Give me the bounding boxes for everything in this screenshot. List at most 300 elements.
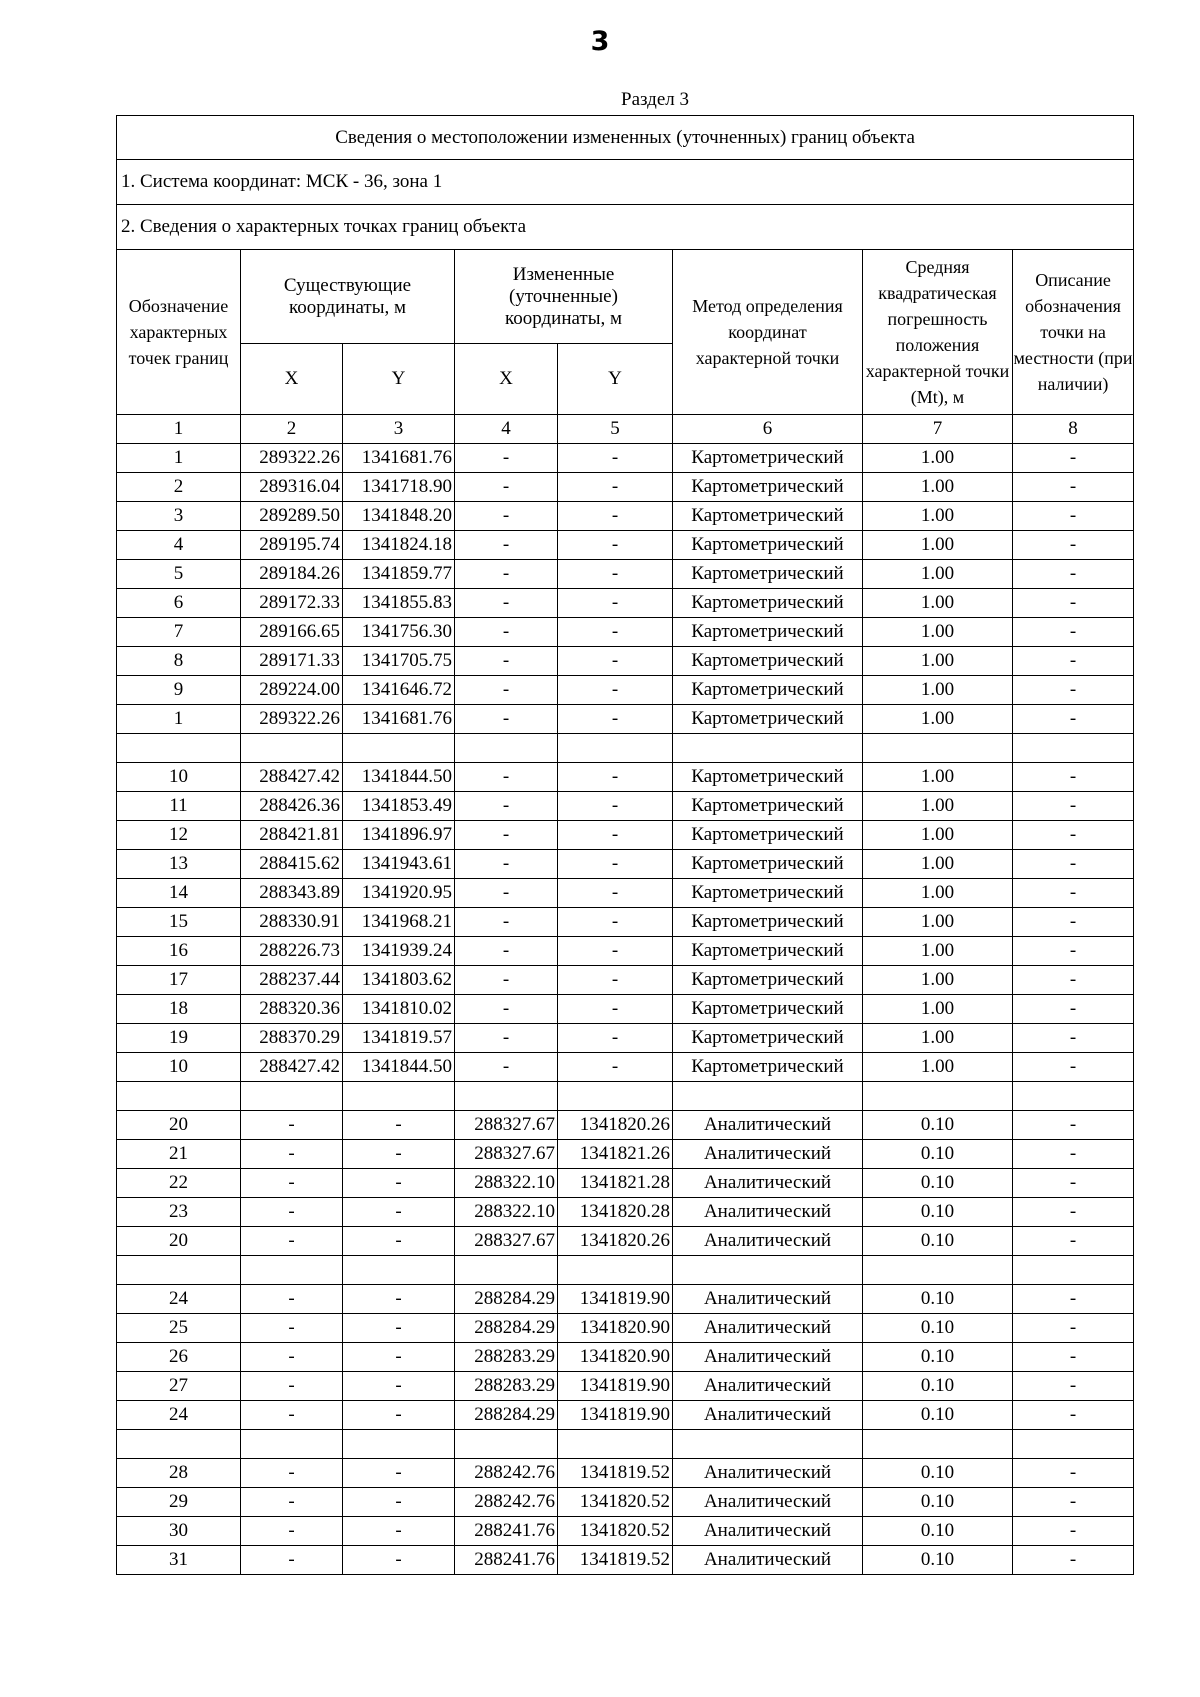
point-id: 4 [117, 531, 241, 560]
points-info: 2. Сведения о характерных точках границ объекта [117, 205, 1134, 250]
method: Аналитический [673, 1198, 863, 1227]
description: - [1013, 444, 1134, 473]
column-number: 8 [1013, 415, 1134, 444]
error-mt: 1.00 [863, 618, 1013, 647]
description: - [1013, 1546, 1134, 1575]
table-row [117, 1343, 1134, 1372]
point-id: 3 [117, 502, 241, 531]
changed-y [558, 1082, 673, 1111]
existing-x: - [241, 1140, 343, 1169]
error-mt: 1.00 [863, 705, 1013, 734]
coordinates-table [116, 115, 1134, 1575]
method: Картометрический [673, 995, 863, 1024]
existing-y: 1341646.72 [343, 676, 455, 705]
header-y-existing: Y [343, 344, 455, 415]
description: - [1013, 1053, 1134, 1082]
description: - [1013, 1285, 1134, 1314]
error-mt: 1.00 [863, 560, 1013, 589]
changed-x [455, 1082, 558, 1111]
column-number: 6 [673, 415, 863, 444]
error-mt: 1.00 [863, 995, 1013, 1024]
changed-x: 288327.67 [455, 1140, 558, 1169]
description: - [1013, 560, 1134, 589]
method: Аналитический [673, 1488, 863, 1517]
changed-x: 288322.10 [455, 1198, 558, 1227]
changed-y: 1341820.90 [558, 1314, 673, 1343]
existing-x: 289184.26 [241, 560, 343, 589]
changed-y: - [558, 647, 673, 676]
existing-x [241, 1082, 343, 1111]
point-id: 27 [117, 1372, 241, 1401]
error-mt: 0.10 [863, 1198, 1013, 1227]
point-id: 5 [117, 560, 241, 589]
table-row [117, 502, 1134, 531]
description: - [1013, 1459, 1134, 1488]
existing-y: 1341681.76 [343, 444, 455, 473]
changed-y: - [558, 444, 673, 473]
column-number: 5 [558, 415, 673, 444]
table-row [117, 879, 1134, 908]
point-id: 26 [117, 1343, 241, 1372]
point-id: 11 [117, 792, 241, 821]
error-mt: 1.00 [863, 792, 1013, 821]
existing-x: - [241, 1111, 343, 1140]
description: - [1013, 502, 1134, 531]
header-x-existing: X [241, 344, 343, 415]
existing-x: - [241, 1314, 343, 1343]
changed-y: - [558, 589, 673, 618]
changed-x: 288241.76 [455, 1546, 558, 1575]
changed-y: - [558, 1053, 673, 1082]
changed-y: - [558, 1024, 673, 1053]
changed-x: - [455, 647, 558, 676]
description: - [1013, 850, 1134, 879]
existing-x: 288330.91 [241, 908, 343, 937]
column-numbers-row [117, 415, 1134, 444]
existing-x: 288320.36 [241, 995, 343, 1024]
existing-x: 288226.73 [241, 937, 343, 966]
description: - [1013, 1372, 1134, 1401]
error-mt: 0.10 [863, 1488, 1013, 1517]
point-id: 7 [117, 618, 241, 647]
changed-y: - [558, 676, 673, 705]
page-number: 3 [590, 26, 610, 57]
description: - [1013, 879, 1134, 908]
existing-x: - [241, 1343, 343, 1372]
changed-x: 288283.29 [455, 1343, 558, 1372]
error-mt: 0.10 [863, 1517, 1013, 1546]
table-row [117, 531, 1134, 560]
existing-y: - [343, 1517, 455, 1546]
error-mt: 1.00 [863, 821, 1013, 850]
point-id: 20 [117, 1111, 241, 1140]
description: - [1013, 995, 1134, 1024]
table-row [117, 618, 1134, 647]
existing-x: - [241, 1546, 343, 1575]
method: Картометрический [673, 821, 863, 850]
point-id [117, 734, 241, 763]
changed-x: - [455, 1024, 558, 1053]
table-row [117, 966, 1134, 995]
changed-y [558, 1430, 673, 1459]
point-id [117, 1082, 241, 1111]
existing-x: 288415.62 [241, 850, 343, 879]
error-mt: 0.10 [863, 1343, 1013, 1372]
method: Картометрический [673, 444, 863, 473]
point-id: 1 [117, 444, 241, 473]
existing-x: 288370.29 [241, 1024, 343, 1053]
changed-y: 1341821.26 [558, 1140, 673, 1169]
table-row [117, 1314, 1134, 1343]
error-mt: 0.10 [863, 1227, 1013, 1256]
table-row [117, 1227, 1134, 1256]
changed-y: - [558, 531, 673, 560]
changed-y: - [558, 908, 673, 937]
table-row [117, 560, 1134, 589]
changed-y: 1341820.26 [558, 1227, 673, 1256]
point-id: 28 [117, 1459, 241, 1488]
error-mt: 1.00 [863, 502, 1013, 531]
changed-x: - [455, 966, 558, 995]
error-mt: 0.10 [863, 1314, 1013, 1343]
point-id: 29 [117, 1488, 241, 1517]
error-mt: 1.00 [863, 1024, 1013, 1053]
error-mt: 0.10 [863, 1546, 1013, 1575]
point-id: 31 [117, 1546, 241, 1575]
description: - [1013, 1198, 1134, 1227]
coordinate-system: 1. Система координат: МСК - 36, зона 1 [117, 160, 1134, 205]
error-mt: 1.00 [863, 647, 1013, 676]
method [673, 1256, 863, 1285]
error-mt: 1.00 [863, 966, 1013, 995]
existing-y: - [343, 1198, 455, 1227]
error-mt [863, 1082, 1013, 1111]
existing-y: 1341853.49 [343, 792, 455, 821]
changed-x: 288242.76 [455, 1488, 558, 1517]
existing-y: - [343, 1169, 455, 1198]
changed-y: - [558, 560, 673, 589]
table-row [117, 1546, 1134, 1575]
description: - [1013, 1169, 1134, 1198]
changed-y: - [558, 763, 673, 792]
method: Картометрический [673, 531, 863, 560]
table-row [117, 589, 1134, 618]
table-row [117, 1198, 1134, 1227]
error-mt: 1.00 [863, 531, 1013, 560]
error-mt: 0.10 [863, 1459, 1013, 1488]
existing-x: 289195.74 [241, 531, 343, 560]
description: - [1013, 763, 1134, 792]
table-row [117, 763, 1134, 792]
existing-x: 288427.42 [241, 1053, 343, 1082]
method: Картометрический [673, 1053, 863, 1082]
table-row [117, 821, 1134, 850]
description: - [1013, 966, 1134, 995]
method: Картометрический [673, 618, 863, 647]
changed-x: - [455, 618, 558, 647]
existing-y: - [343, 1459, 455, 1488]
description: - [1013, 908, 1134, 937]
changed-y [558, 1256, 673, 1285]
point-id [117, 1256, 241, 1285]
table-row [117, 1488, 1134, 1517]
header-changed: Измененные (уточненные) координаты, м [455, 250, 673, 344]
existing-x [241, 1256, 343, 1285]
error-mt: 1.00 [863, 879, 1013, 908]
table-row [117, 1082, 1134, 1111]
description: - [1013, 705, 1134, 734]
table-row [117, 937, 1134, 966]
error-mt: 0.10 [863, 1401, 1013, 1430]
changed-x: 288283.29 [455, 1372, 558, 1401]
method [673, 1430, 863, 1459]
existing-y [343, 1082, 455, 1111]
description: - [1013, 473, 1134, 502]
changed-y: 1341819.90 [558, 1372, 673, 1401]
method: Аналитический [673, 1343, 863, 1372]
existing-y: 1341844.50 [343, 1053, 455, 1082]
header-description: Описание обозначения точки на местности (при наличии) [1013, 250, 1134, 415]
column-number: 3 [343, 415, 455, 444]
table-row [117, 1459, 1134, 1488]
method: Картометрический [673, 589, 863, 618]
existing-x: 288237.44 [241, 966, 343, 995]
changed-x: - [455, 1053, 558, 1082]
existing-y: 1341855.83 [343, 589, 455, 618]
point-id: 30 [117, 1517, 241, 1546]
description: - [1013, 1227, 1134, 1256]
method: Картометрический [673, 473, 863, 502]
column-number: 2 [241, 415, 343, 444]
changed-x: 288284.29 [455, 1401, 558, 1430]
section-label: Раздел 3 [621, 89, 689, 110]
point-id: 23 [117, 1198, 241, 1227]
error-mt [863, 1430, 1013, 1459]
method: Картометрический [673, 647, 863, 676]
error-mt: 0.10 [863, 1111, 1013, 1140]
point-id: 14 [117, 879, 241, 908]
existing-x: 289289.50 [241, 502, 343, 531]
description: - [1013, 589, 1134, 618]
description: - [1013, 1517, 1134, 1546]
error-mt: 0.10 [863, 1169, 1013, 1198]
existing-y: 1341824.18 [343, 531, 455, 560]
error-mt: 0.10 [863, 1285, 1013, 1314]
point-id: 10 [117, 763, 241, 792]
header-method: Метод определения координат характерной точки [673, 250, 863, 415]
error-mt: 1.00 [863, 676, 1013, 705]
column-number: 1 [117, 415, 241, 444]
changed-y: 1341821.28 [558, 1169, 673, 1198]
error-mt: 1.00 [863, 937, 1013, 966]
changed-y: 1341820.26 [558, 1111, 673, 1140]
error-mt [863, 1256, 1013, 1285]
changed-x: - [455, 560, 558, 589]
method: Аналитический [673, 1459, 863, 1488]
changed-y: 1341819.90 [558, 1401, 673, 1430]
point-id: 20 [117, 1227, 241, 1256]
table-row [117, 995, 1134, 1024]
description: - [1013, 1024, 1134, 1053]
method: Картометрический [673, 850, 863, 879]
table-row [117, 1140, 1134, 1169]
point-id: 6 [117, 589, 241, 618]
point-id: 22 [117, 1169, 241, 1198]
method: Аналитический [673, 1401, 863, 1430]
table-row [117, 444, 1134, 473]
method: Картометрический [673, 763, 863, 792]
table-row [117, 1517, 1134, 1546]
existing-x: - [241, 1517, 343, 1546]
table-row [117, 908, 1134, 937]
table-row [117, 792, 1134, 821]
existing-y: 1341756.30 [343, 618, 455, 647]
existing-y: - [343, 1285, 455, 1314]
changed-y: - [558, 879, 673, 908]
table-title: Сведения о местоположении измененных (уточненных) границ объекта [117, 116, 1134, 160]
point-id: 19 [117, 1024, 241, 1053]
existing-y: - [343, 1372, 455, 1401]
method: Картометрический [673, 1024, 863, 1053]
point-id: 8 [117, 647, 241, 676]
changed-x: 288242.76 [455, 1459, 558, 1488]
changed-y: 1341820.52 [558, 1488, 673, 1517]
method: Аналитический [673, 1227, 863, 1256]
changed-y: 1341819.52 [558, 1459, 673, 1488]
table-row [117, 1256, 1134, 1285]
changed-x: 288322.10 [455, 1169, 558, 1198]
changed-x: - [455, 908, 558, 937]
table-row [117, 1169, 1134, 1198]
existing-y: - [343, 1111, 455, 1140]
existing-x: - [241, 1198, 343, 1227]
changed-y: - [558, 473, 673, 502]
changed-x [455, 1430, 558, 1459]
changed-y: - [558, 850, 673, 879]
existing-y [343, 1430, 455, 1459]
existing-y [343, 1256, 455, 1285]
header-y-changed: Y [558, 344, 673, 415]
changed-y: - [558, 966, 673, 995]
table-row [117, 647, 1134, 676]
existing-x: 289166.65 [241, 618, 343, 647]
changed-x: - [455, 502, 558, 531]
changed-y: - [558, 618, 673, 647]
existing-x: - [241, 1227, 343, 1256]
point-id: 15 [117, 908, 241, 937]
changed-x: - [455, 792, 558, 821]
description: - [1013, 647, 1134, 676]
existing-y: - [343, 1314, 455, 1343]
header-existing: Существующие координаты, м [241, 250, 455, 344]
existing-y: 1341803.62 [343, 966, 455, 995]
existing-x: - [241, 1488, 343, 1517]
column-number: 7 [863, 415, 1013, 444]
changed-y: - [558, 995, 673, 1024]
description [1013, 1430, 1134, 1459]
point-id: 25 [117, 1314, 241, 1343]
table-row [117, 1401, 1134, 1430]
description: - [1013, 821, 1134, 850]
changed-x: 288327.67 [455, 1111, 558, 1140]
existing-y: - [343, 1546, 455, 1575]
table-row [117, 1024, 1134, 1053]
error-mt: 1.00 [863, 473, 1013, 502]
changed-x: 288284.29 [455, 1285, 558, 1314]
header-error: Средняя квадратическая погрешность положения характерной точки (Mt), м [863, 250, 1013, 415]
table-row [117, 850, 1134, 879]
changed-x: - [455, 676, 558, 705]
changed-y: 1341819.52 [558, 1546, 673, 1575]
description: - [1013, 1314, 1134, 1343]
changed-x: - [455, 879, 558, 908]
changed-x [455, 1256, 558, 1285]
changed-y [558, 734, 673, 763]
table-row [117, 1111, 1134, 1140]
error-mt: 0.10 [863, 1372, 1013, 1401]
existing-x: 289172.33 [241, 589, 343, 618]
method: Аналитический [673, 1169, 863, 1198]
existing-x: 288427.42 [241, 763, 343, 792]
point-id [117, 1430, 241, 1459]
point-id: 1 [117, 705, 241, 734]
point-id: 12 [117, 821, 241, 850]
header-designation: Обозначение характерных точек границ [117, 250, 241, 415]
table-row [117, 705, 1134, 734]
point-id: 17 [117, 966, 241, 995]
existing-y: 1341705.75 [343, 647, 455, 676]
changed-y: 1341820.90 [558, 1343, 673, 1372]
changed-x: - [455, 763, 558, 792]
method: Картометрический [673, 937, 863, 966]
changed-x: - [455, 444, 558, 473]
existing-y: 1341848.20 [343, 502, 455, 531]
description: - [1013, 1111, 1134, 1140]
method: Аналитический [673, 1372, 863, 1401]
error-mt: 1.00 [863, 1053, 1013, 1082]
existing-y: 1341968.21 [343, 908, 455, 937]
existing-y: 1341844.50 [343, 763, 455, 792]
method [673, 734, 863, 763]
table-row [117, 1285, 1134, 1314]
table-row [117, 1430, 1134, 1459]
changed-y: - [558, 821, 673, 850]
method: Картометрический [673, 908, 863, 937]
description: - [1013, 531, 1134, 560]
method: Аналитический [673, 1546, 863, 1575]
point-id: 9 [117, 676, 241, 705]
point-id: 10 [117, 1053, 241, 1082]
existing-y: 1341810.02 [343, 995, 455, 1024]
description [1013, 1082, 1134, 1111]
method: Аналитический [673, 1111, 863, 1140]
error-mt: 0.10 [863, 1140, 1013, 1169]
method: Картометрический [673, 705, 863, 734]
column-number: 4 [455, 415, 558, 444]
changed-x: - [455, 705, 558, 734]
changed-x: - [455, 821, 558, 850]
existing-x: - [241, 1459, 343, 1488]
point-id: 24 [117, 1401, 241, 1430]
point-id: 18 [117, 995, 241, 1024]
existing-y: - [343, 1343, 455, 1372]
changed-y: - [558, 705, 673, 734]
existing-y: 1341939.24 [343, 937, 455, 966]
point-id: 24 [117, 1285, 241, 1314]
table-row [117, 1372, 1134, 1401]
changed-y: 1341820.28 [558, 1198, 673, 1227]
method [673, 1082, 863, 1111]
